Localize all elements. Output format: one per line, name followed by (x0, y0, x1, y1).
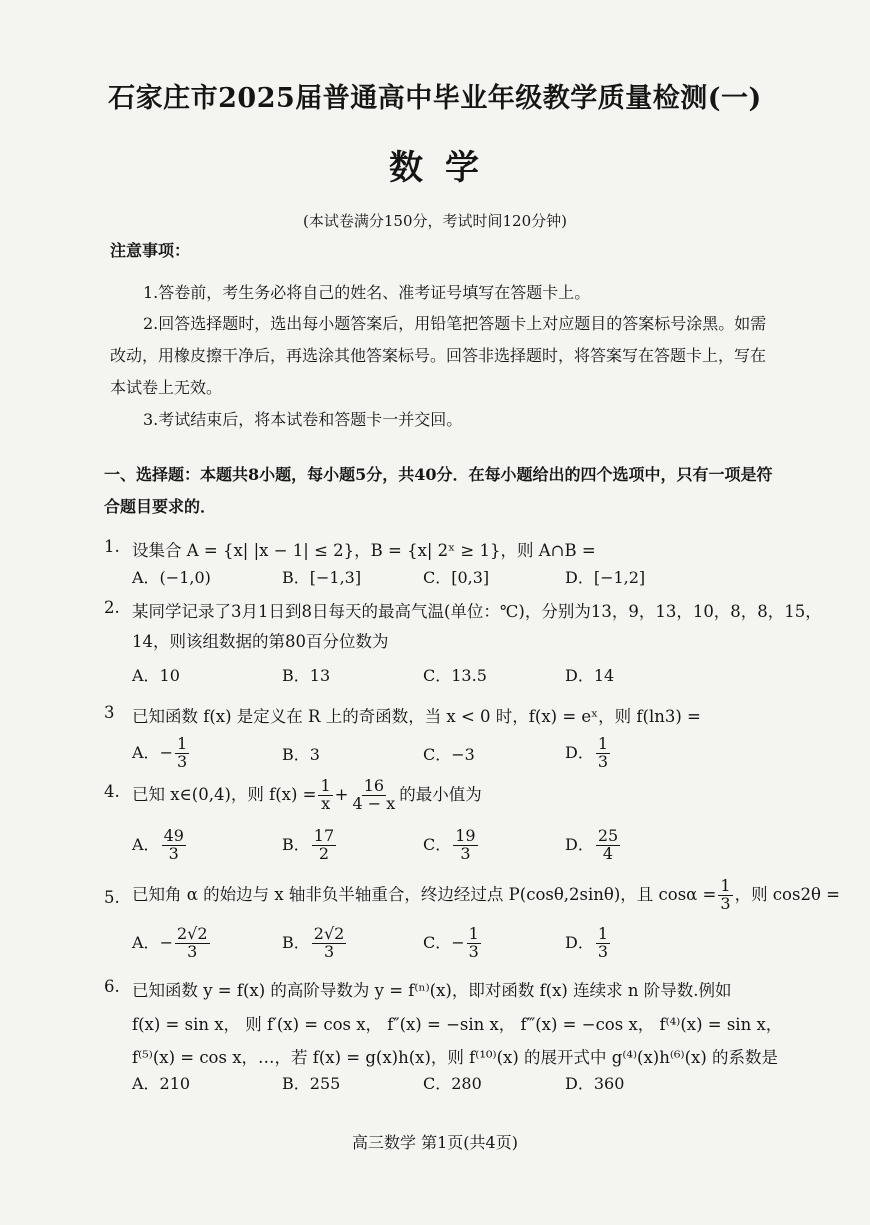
minus-sign: − (451, 932, 465, 952)
question-2-option-a: A．10 (132, 666, 180, 685)
numerator: 1 (597, 734, 609, 753)
question-3-stem: 已知函数 f(x) 是定义在 R 上的奇函数，当 x < 0 时，f(x) = eˣ，则 f(ln3) = (132, 707, 701, 726)
numerator: 1 (176, 734, 188, 753)
question-4-stem (132, 778, 482, 813)
question-4-option-b (282, 828, 338, 863)
fraction (467, 926, 481, 961)
fraction (175, 926, 210, 961)
question-6-number: 6. (104, 977, 120, 996)
question-6-stem-line-2: f(x) = sin x， 则 f′(x) = cos x， f″(x) = −sin x， f‴(x) = −cos x， f⁽⁴⁾(x) = sin x， (132, 1015, 783, 1034)
notice-title: 注意事项： (110, 241, 191, 260)
section-heading-line-2: 合题目要求的． (104, 497, 217, 516)
question-4-option-d (565, 828, 622, 863)
subject-heading: 数学 (389, 148, 501, 188)
fraction (312, 926, 347, 961)
numerator: 1 (320, 776, 331, 795)
notice-item-2-line-2: 改动，用橡皮擦干净后，再选涂其他答案标号。回答非选择题时，将答案写在答题卡上，写在 (110, 346, 767, 365)
question-3-number: 3 (104, 703, 115, 722)
page-footer: 高三数学 第1页(共4页) (352, 1133, 518, 1152)
option-label: D． (565, 834, 594, 854)
denominator: 3 (176, 751, 188, 771)
fraction (718, 878, 732, 913)
denominator: 4 (602, 843, 614, 863)
question-4-option-c (423, 828, 480, 863)
stem-text: 已知角 α 的始边与 x 轴非负半轴重合，终边经过点 P(cosθ,2sinθ)，且 cosα = (132, 884, 717, 904)
minus-sign: − (159, 932, 173, 952)
numerator: 25 (597, 826, 619, 845)
section-heading-line-1: 一、选择题：本题共8小题，每小题5分，共40分．在每小题给出的四个选项中，只有一项是符 (104, 465, 773, 484)
question-2-stem-line-1: 某同学记录了3月1日到8日每天的最高气温(单位：℃)，分别为13，9，13，10，8，8，15， (132, 602, 822, 621)
question-6-option-c: C．280 (423, 1074, 482, 1093)
question-4-number: 4. (104, 782, 120, 801)
question-3-option-c: C．−3 (423, 745, 475, 764)
question-6-option-d: D．360 (565, 1074, 625, 1093)
question-2-stem-line-2: 14，则该组数据的第80百分位数为 (132, 632, 389, 651)
denominator: 3 (168, 843, 179, 863)
numerator: 17 (313, 826, 335, 845)
notice-item-1: 1.答卷前，考生务必将自己的姓名、准考证号填写在答题卡上。 (143, 283, 591, 302)
numerator: 16 (363, 776, 385, 795)
fraction (175, 736, 189, 771)
denominator: 3 (323, 941, 335, 961)
fraction (453, 828, 477, 863)
question-3-option-b: B．3 (282, 745, 320, 764)
question-2-option-b: B．13 (282, 666, 331, 685)
stem-text: ，则 cos2θ = (734, 884, 840, 904)
question-5-stem (132, 878, 840, 913)
question-6-option-a: A．210 (132, 1074, 191, 1093)
question-1-option-c: C．[0,3] (423, 568, 490, 587)
fraction (596, 736, 610, 771)
denominator: x (321, 793, 331, 813)
fraction (318, 778, 332, 813)
question-3-option-a (132, 736, 191, 771)
denominator: 3 (720, 893, 731, 913)
option-label: C． (423, 834, 452, 854)
question-5-option-c (423, 926, 483, 961)
numerator: 2√2 (176, 924, 208, 943)
denominator: 3 (597, 941, 609, 961)
question-2-number: 2. (104, 598, 120, 617)
notice-item-2-line-3: 本试卷上无效。 (110, 378, 223, 397)
fraction (351, 778, 398, 813)
numerator: 19 (455, 826, 476, 845)
question-3-option-d (565, 736, 612, 771)
denominator: 3 (597, 751, 609, 771)
option-label: A． (132, 834, 160, 854)
fraction (596, 926, 610, 961)
option-label: D． (565, 932, 594, 952)
question-5-number: 5. (104, 888, 120, 907)
notice-item-3: 3.考试结束后，将本试卷和答题卡一并交回。 (143, 410, 463, 429)
question-6-stem-line-1: 已知函数 y = f(x) 的高阶导数为 y = f⁽ⁿ⁾(x)，即对函数 f(x) 连续求 n 阶导数.例如 (132, 981, 732, 1000)
question-1-option-b: B．[−1,3] (282, 568, 362, 587)
stem-text: 已知 x∈(0,4)，则 f(x) = (132, 784, 317, 804)
question-5-option-b (282, 926, 348, 961)
numerator: 49 (163, 826, 184, 845)
question-6-stem-line-3: f⁽⁵⁾(x) = cos x，…，若 f(x) = g(x)h(x)，则 f⁽¹⁰⁾(x) 的展开式中 g⁽⁴⁾(x)h⁽⁶⁾(x) 的系数是 (132, 1048, 778, 1067)
denominator: 4 − x (352, 793, 396, 813)
fraction (312, 828, 336, 863)
denominator: 2 (318, 843, 330, 863)
question-1-option-a: A．(−1,0) (132, 568, 211, 587)
question-5-option-a (132, 926, 212, 961)
stem-text: 的最小值为 (399, 784, 482, 804)
denominator: 3 (460, 843, 471, 863)
option-label: A． (132, 742, 160, 762)
numerator: 1 (468, 924, 479, 943)
numerator: 1 (597, 924, 609, 943)
question-1-stem: 设集合 A = {x| |x − 1| ≤ 2}，B = {x| 2ˣ ≥ 1}，则 A∩B = (132, 541, 596, 560)
denominator: 3 (468, 941, 479, 961)
notice-item-2-line-1: 2.回答选择题时，选出每小题答案后，用铅笔把答题卡上对应题目的答案标号涂黑。如需 (143, 314, 767, 333)
fraction (162, 828, 186, 863)
numerator: 2√2 (313, 924, 345, 943)
question-2-option-c: C．13.5 (423, 666, 487, 685)
exam-title: 石家庄市2025届普通高中毕业年级教学质量检测(一) (108, 83, 762, 114)
option-label: A． (132, 932, 160, 952)
option-label: B． (282, 834, 310, 854)
question-5-option-d (565, 926, 612, 961)
question-1-option-d: D．[−1,2] (565, 568, 646, 587)
question-2-option-d: D．14 (565, 666, 615, 685)
denominator: 3 (187, 941, 198, 961)
numerator: 1 (720, 876, 731, 895)
option-label: B． (282, 932, 310, 952)
minus-sign: − (159, 742, 173, 762)
exam-info: (本试卷满分150分，考试时间120分钟) (303, 212, 567, 230)
question-6-option-b: B．255 (282, 1074, 341, 1093)
plus-sign: + (334, 784, 349, 804)
question-4-option-a (132, 828, 188, 863)
option-label: C． (423, 932, 452, 952)
option-label: D． (565, 742, 594, 762)
question-1-number: 1. (104, 537, 120, 556)
fraction (596, 828, 620, 863)
